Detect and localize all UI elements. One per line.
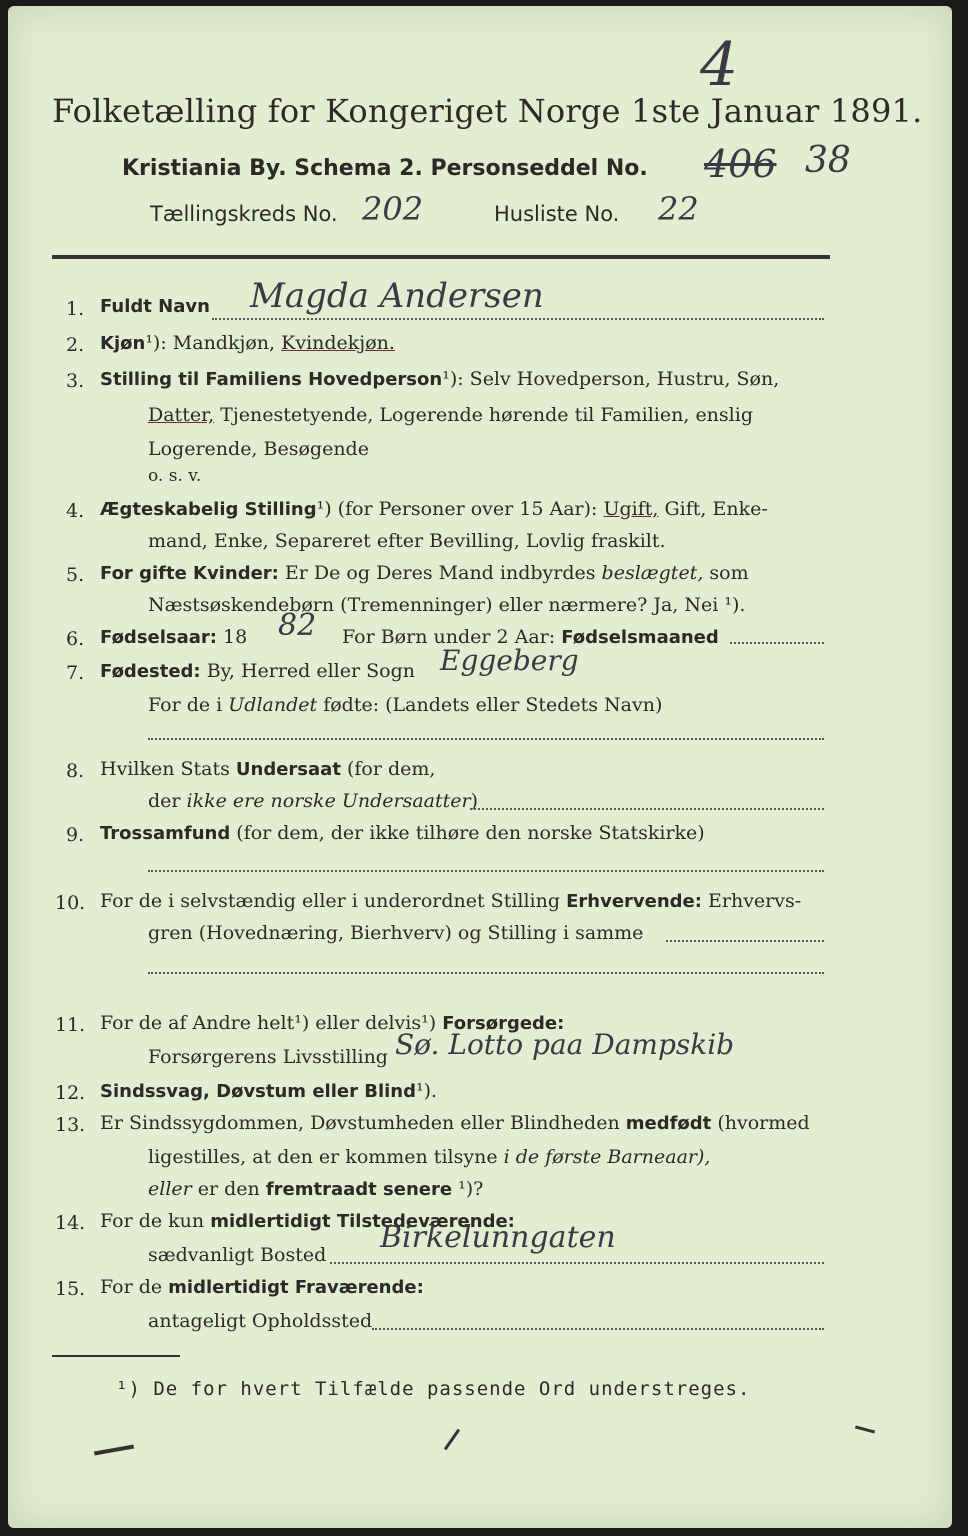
religion-label: Trossamfund (100, 823, 231, 844)
dotted-line (470, 808, 824, 810)
family-position-options-3: Logerende, Besøgende (148, 438, 369, 460)
dotted-line (212, 318, 824, 320)
birth-month-note: For Børn under 2 Aar: (342, 626, 556, 648)
full-name-label: Fuldt Navn (100, 296, 210, 317)
supporter-occupation-answer: Sø. Lotto paa Dampskib (395, 1028, 735, 1061)
congenital-question: Er Sindssygdommen, Døvstumheden eller Blindheden (100, 1112, 620, 1134)
husliste-number: 22 (658, 190, 699, 228)
kreds-number: 202 (362, 190, 424, 228)
family-position-selected: Datter, (148, 404, 215, 426)
item-number: 5. (66, 564, 85, 586)
item-number: 14. (55, 1212, 86, 1234)
occupation-question-b: Erhvervs- (708, 890, 802, 912)
item-number: 1. (66, 298, 85, 320)
citizenship-question: Hvilken Stats (100, 758, 230, 780)
married-women-label: For gifte Kvinder: (100, 563, 279, 584)
page-mark: 4 (700, 30, 739, 100)
married-women-question-b: som (709, 562, 749, 584)
citizenship-note-a: der (148, 790, 181, 812)
item-number: 8. (66, 760, 85, 782)
marital-status-options-b: Gift, Enke- (664, 498, 768, 520)
religion-question: (for dem, der ikke tilhøre den norske Statskirke) (236, 822, 705, 844)
usual-residence-answer: Birkelunngaten (380, 1220, 616, 1255)
foreign-born-note-a: For de i (148, 694, 223, 716)
personseddel-number: 406 (704, 142, 777, 186)
birth-month-label: Fødselsmaaned (561, 627, 719, 648)
citizenship-question-b: (for dem, (346, 758, 436, 780)
family-position-label: Stilling til Familiens Hovedperson (100, 369, 443, 390)
congenital-or: eller (148, 1178, 192, 1200)
foreign-born-note-b: fødte: (Landets eller Stedets Navn) (323, 694, 663, 716)
dotted-line (148, 870, 824, 872)
family-position-options: ¹): Selv Hovedperson, Hustru, Søn, (442, 368, 780, 390)
congenital-label: medfødt (625, 1113, 712, 1134)
citizenship-label: Undersaat (235, 759, 341, 780)
personseddel-extra-number: 38 (805, 140, 851, 181)
header-rule (52, 255, 830, 259)
birth-year-label: Fødselsaar: (100, 627, 217, 648)
temporary-absent-question: For de (100, 1276, 163, 1298)
dotted-line (148, 972, 824, 974)
item-number: 10. (55, 892, 86, 914)
item-number: 6. (66, 628, 85, 650)
marital-status-options: ¹) (for Personer over 15 Aar): (316, 498, 598, 520)
supporter-occupation-label: Forsørgerens Livsstilling (148, 1046, 388, 1068)
probable-stay-label: antageligt Opholdssted (148, 1310, 373, 1332)
birth-year-prefix: 18 (223, 626, 248, 648)
family-position-options-2: Tjenestetyende, Logerende hørende til Familien, enslig (220, 404, 753, 426)
supported-question: For de af Andre helt¹) eller delvis¹) (100, 1012, 437, 1034)
full-name-answer: Magda Andersen (250, 276, 544, 316)
married-women-italic: beslægtet, (601, 562, 704, 584)
dotted-line (666, 940, 824, 942)
item-number: 4. (66, 500, 85, 522)
married-women-question-2: Næstsøskendebørn (Tremenninger) eller nærmere? Ja, Nei ¹). (148, 594, 746, 616)
item-number: 15. (55, 1278, 86, 1300)
congenital-question-2: ligestilles, at den er kommen tilsyne (148, 1146, 498, 1168)
temporary-present-question: For de kun (100, 1210, 205, 1232)
item-number: 2. (66, 334, 85, 356)
temporary-present-label: midlertidigt Tilstedeværende: (210, 1211, 515, 1232)
disability-note: ¹). (415, 1080, 438, 1102)
congenital-italic: i de første Barneaar), (503, 1146, 711, 1168)
dotted-line (730, 642, 824, 644)
gender-label: Kjøn (100, 333, 146, 354)
occupation-question-2: gren (Hovednæring, Bierhverv) og Stilling i samme (148, 922, 644, 944)
usual-residence-label: sædvanligt Bosted (148, 1244, 327, 1266)
form-title: Folketælling for Kongeriget Norge 1ste Januar 1891. (52, 92, 923, 130)
family-position-etc: o. s. v. (148, 466, 202, 486)
occupation-label: Erhvervende: (566, 891, 702, 912)
dotted-line (148, 738, 824, 740)
congenital-question-3: er den (197, 1178, 260, 1200)
congenital-question-b: (hvormed (717, 1112, 810, 1134)
later-onset-note: ¹)? (458, 1178, 484, 1200)
dotted-line (330, 1262, 824, 1264)
item-number: 3. (66, 370, 85, 392)
marital-status-label: Ægteskabelig Stilling (100, 499, 317, 520)
item-number: 13. (55, 1114, 86, 1136)
temporary-absent-label: midlertidigt Fraværende: (168, 1277, 424, 1298)
birthplace-question: By, Herred eller Sogn (206, 660, 415, 682)
kreds-label: Tællingskreds No. (150, 202, 338, 226)
item-number: 9. (66, 824, 85, 846)
marital-status-selected: Ugift, (603, 498, 659, 520)
gender-selected: Kvindekjøn. (281, 332, 395, 354)
birthplace-label: Fødested: (100, 661, 201, 682)
footnote-rule (52, 1355, 180, 1357)
footnote: ¹) De for hvert Tilfælde passende Ord understreges. (116, 1378, 751, 1400)
husliste-label: Husliste No. (494, 202, 620, 226)
birth-year-answer: 82 (278, 608, 317, 643)
dotted-line (372, 1328, 824, 1330)
occupation-question: For de i selvstændig eller i underordnet Stilling (100, 890, 561, 912)
item-number: 11. (55, 1014, 86, 1036)
later-onset-label: fremtraadt senere (265, 1179, 453, 1200)
foreign-born-italic: Udlandet (228, 694, 318, 716)
item-number: 7. (66, 662, 85, 684)
supported-label: Forsørgede: (442, 1013, 565, 1034)
marital-status-options-2: mand, Enke, Separeret efter Bevilling, Lovlig fraskilt. (148, 530, 666, 552)
citizenship-italic: ikke ere norske Undersaatter (186, 790, 471, 812)
schema-line: Kristiania By. Schema 2. Personseddel No. (122, 156, 648, 181)
item-number: 12. (55, 1082, 86, 1104)
birthplace-answer: Eggeberg (440, 644, 579, 677)
gender-options: ¹): Mandkjøn, (145, 332, 276, 354)
disability-label: Sindssvag, Døvstum eller Blind (100, 1081, 416, 1102)
married-women-question: Er De og Deres Mand indbyrdes (284, 562, 596, 584)
